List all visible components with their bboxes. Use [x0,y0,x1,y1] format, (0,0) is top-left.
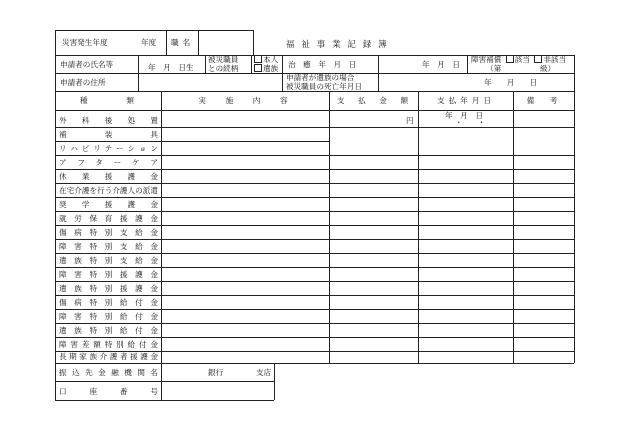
checkbox-icon[interactable] [254,64,262,72]
rule [251,55,252,73]
rule [198,30,199,55]
checkbox-icon[interactable] [254,55,262,63]
border-bottom [55,400,274,401]
pay-date-dots: ・ ・ [455,118,486,127]
disaster-year-label: 災害発生年度 [62,38,108,47]
yen-unit: 円 [406,116,414,125]
rule [378,55,379,91]
rule [55,381,274,382]
rule [55,91,574,92]
disability-compensation-label: 障害補償 該当 非該当 [471,55,567,64]
pay-date-ymd: 年 月 日 [445,111,483,120]
row-label-injury-special-benefit: 傷病特別給付金 [59,298,158,307]
option-self[interactable]: 本人 [254,55,278,64]
option-bereaved[interactable]: 遺族 [254,64,278,73]
rule [329,91,330,363]
branch-unit: 支店 [256,368,272,377]
disability-grade-suffix: 級） [540,64,556,73]
row-label-disability-special-payment: 障害特別支給金 [59,242,158,251]
bank-unit: 銀行 [208,368,224,377]
relation-label-2: との続柄 [208,64,239,73]
rule [513,91,514,363]
death-date-value: 年 月 日 [484,78,538,87]
row-label-rehabilitation: リハビリテーション [59,144,158,153]
row-label-post-surgical-care: 外科後処置 [59,116,158,125]
row-label-disability-special-aid: 障害特別援護金 [59,270,158,279]
row-label-injury-special-payment: 傷病特別支給金 [59,228,158,237]
rule [418,91,419,363]
border-left [55,30,56,400]
row-label-scholarship-aid: 奨学援護金 [59,200,158,209]
header-pay-date: 支払年月日 [437,96,495,105]
year-unit-label: 年度 [141,38,157,47]
border-right [574,55,575,363]
row-label-prosthetics: 補装具 [59,130,158,139]
death-date-label-1: 申請者が遺族の場合 [286,73,355,82]
header-remarks: 備 考 [526,96,562,105]
row-label-survivor-special-payment: 遺族特別支給金 [59,256,158,265]
applicant-name-label: 申請者の氏名等 [60,60,114,69]
row-label-survivor-special-benefit: 遺族特別給付金 [59,326,158,335]
cure-date-value: 年 月 日 [422,60,460,69]
row-label-leave-aid: 休業援護金 [59,172,158,181]
checkbox-icon[interactable] [506,55,514,63]
position-label: 職名 [171,38,195,47]
header-details: 実 施 内 容 [198,96,294,105]
rule [138,55,139,73]
rule [274,363,275,400]
account-number-label: 口座番号 [59,387,158,396]
border-top [55,30,253,31]
rule [282,55,283,91]
relation-label-1: 被災職員 [208,55,239,64]
rule [55,110,574,111]
row-label-disability-difference-benefit: 障害差額特別給付金 [59,340,158,349]
checkbox-icon[interactable] [534,55,542,63]
header-type: 種 類 [80,96,138,105]
rule [138,73,139,91]
cure-date-label: 治 癒 年 月 日 [288,60,357,69]
applicant-dob: 年 月 日生 [148,63,194,72]
header-amount: 支 払 金 額 [336,96,412,105]
disability-grade-prefix: （第 [486,64,502,73]
bank-name-label: 振込先金融機関名 [59,368,158,377]
form-title: 福祉事業記録簿 [286,39,394,49]
rule [467,55,468,73]
row-label-long-term-caregiver-aid: 長期家族介護者援護金 [59,352,158,361]
row-label-home-caregiver: 在宅介護を行う介護人の派遣 [59,186,158,195]
death-date-label-2: 被災職員の死亡年月日 [286,82,362,91]
row-label-childcare-aid: 就労保育援護金 [59,214,158,223]
rule [166,30,167,55]
row-label-disability-special-benefit: 障害特別給付金 [59,312,158,321]
row-label-survivor-special-aid: 遺族特別援護金 [59,284,158,293]
applicant-address-label: 申請者の住所 [60,78,106,87]
rule [205,55,206,73]
row-label-aftercare: アフターケア [59,158,158,167]
rule [55,363,574,364]
rule [161,91,162,400]
rule [253,30,254,55]
